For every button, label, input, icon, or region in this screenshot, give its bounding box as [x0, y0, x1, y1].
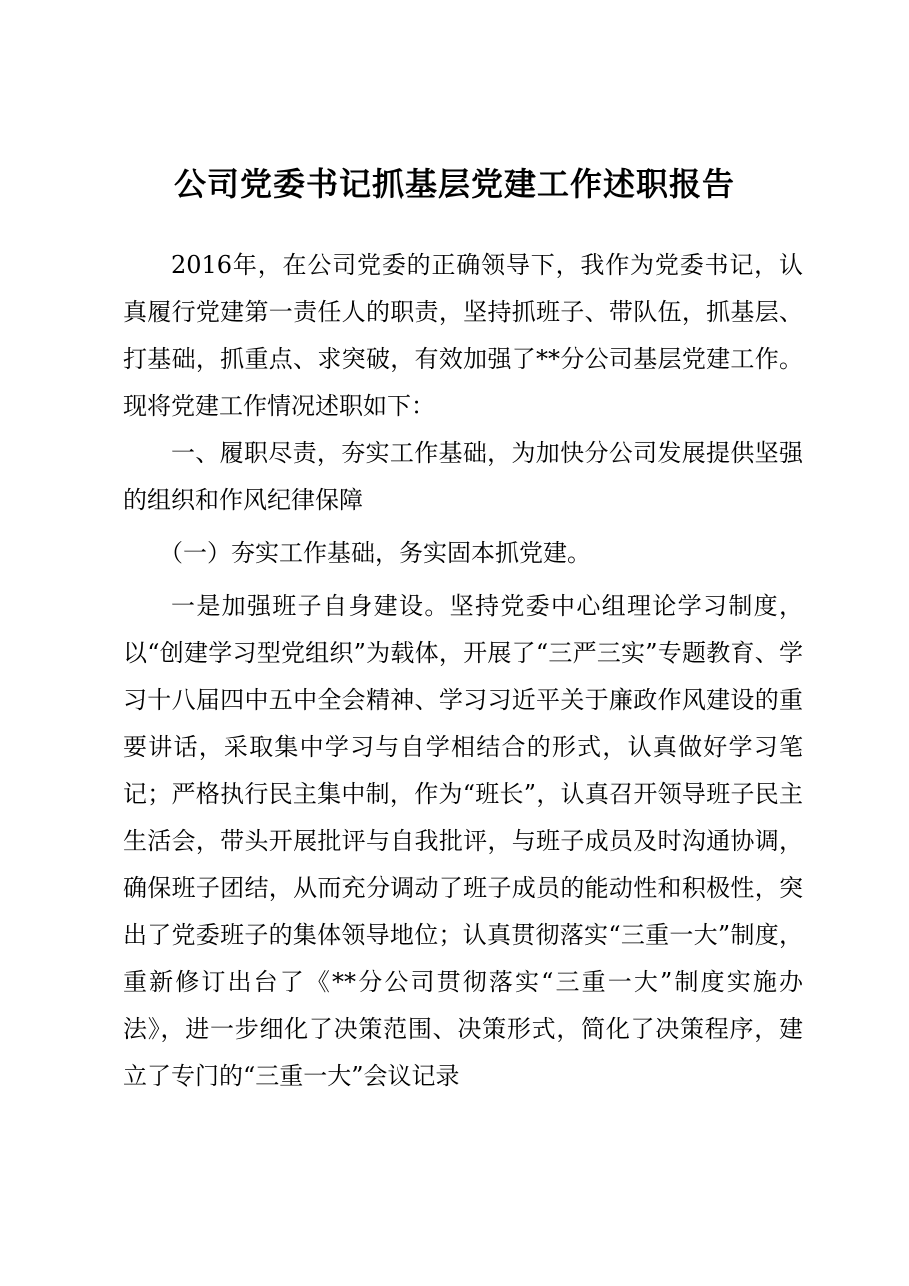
subsection-heading-1: （一）夯实工作基础，务实固本抓党建。: [159, 539, 591, 567]
document-title: 公司党委书记抓基层党建工作述职报告: [173, 165, 735, 203]
section-heading-1: 一、履职尽责，夯实工作基础，为加快分公司发展提供坚强的组织和作风纪律保障: [123, 439, 803, 514]
paragraph-intro: 2016年，在公司党委的正确领导下，我作为党委书记，认真履行党建第一责任人的职责，坚持抓班子、带队伍，抓基层、打基础，抓重点、求突破，有效加强了**分公司基层党建工作。现将党建工作情况述职如下：: [123, 251, 803, 420]
paragraph-body-1: 一是加强班子自身建设。坚持党委中心组理论学习制度，以“创建学习型党组织”为载体，开展了“三严三实”专题教育、学习十八届四中五中全会精神、学习习近平关于廉政作风建设的重要讲话，采取集中学习与自学相结合的形式，认真做好学习笔记；严格执行民主集中制，作为“班长”，认真召开领导班子民主生活会，带头开展批评与自我批评，与班子成员及时沟通协调，确保班子团结，从而充分调动了班子成员的能动性和积极性，突出了党委班子的集体领导地位；认真贯彻落实“三重一大”制度，重新修订出台了《**分公司贯彻落实“三重一大”制度实施办法》，进一步细化了决策范围、决策形式，简化了决策程序，建立了专门的“三重一大”会议记录: [123, 592, 803, 1090]
document-body: [123, 242, 803, 1100]
